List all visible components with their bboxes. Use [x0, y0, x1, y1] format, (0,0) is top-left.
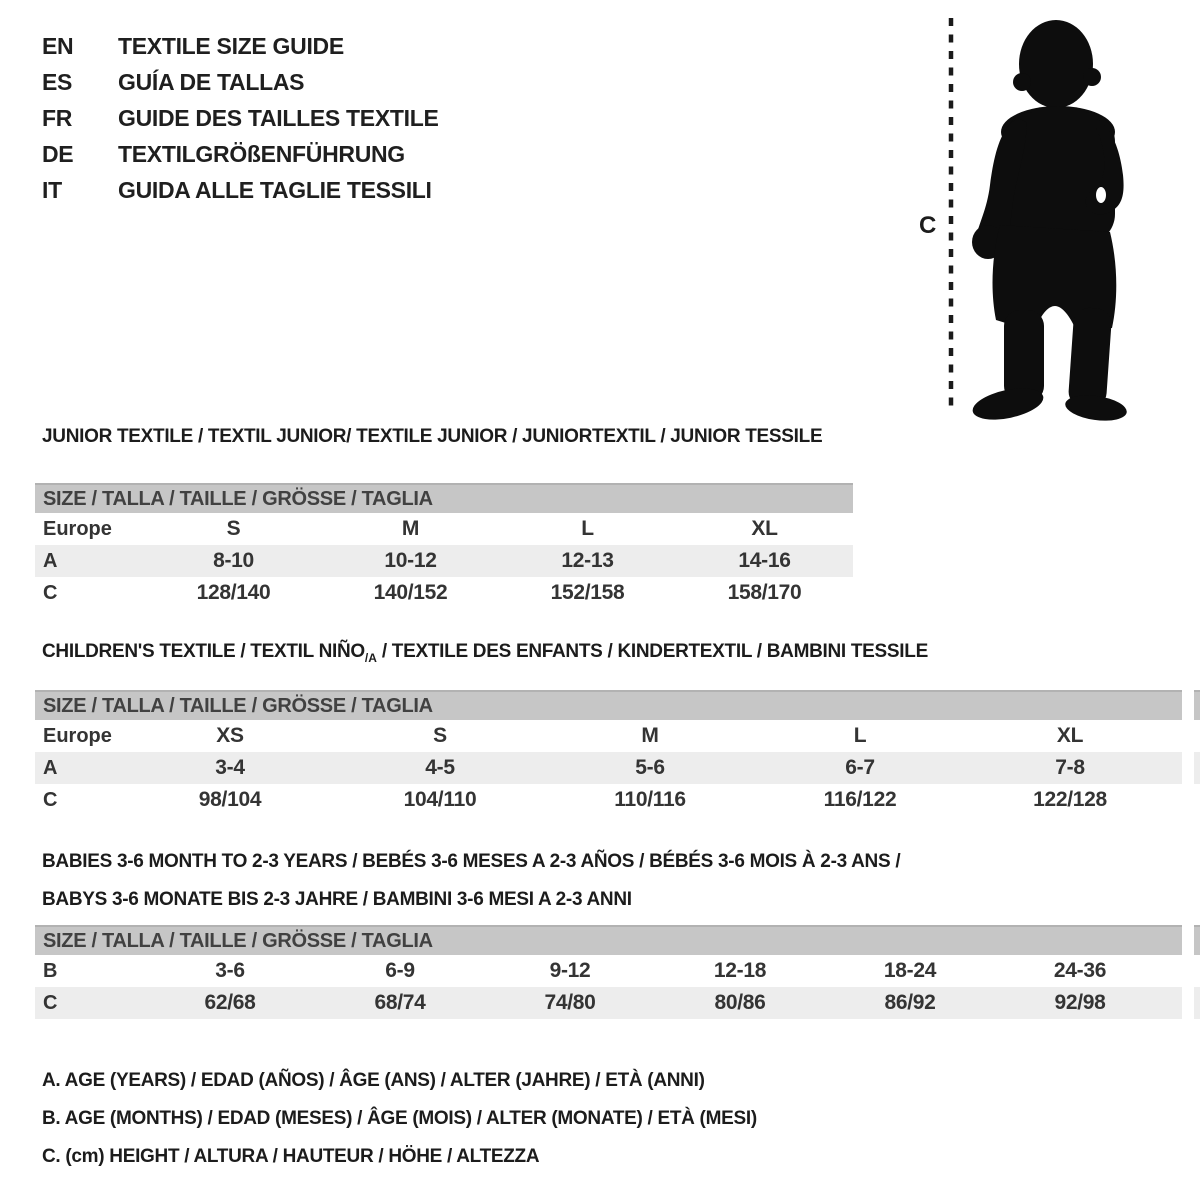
section-title-babies: [42, 843, 900, 919]
row-label: C: [43, 581, 58, 604]
table-edge-gap: [1182, 690, 1194, 816]
table-cell: 5-6: [635, 756, 665, 779]
row-label: A: [43, 756, 58, 779]
table-cell: 158/170: [727, 581, 802, 604]
table-cell: L: [581, 517, 594, 540]
row-label: B: [43, 959, 58, 982]
table-cell: 62/68: [204, 991, 256, 1014]
language-title: TEXTILGRÖßENFÜHRUNG: [118, 140, 405, 167]
table-row: [35, 955, 1200, 987]
language-title: GUIDE DES TAILLES TEXTILE: [118, 104, 439, 131]
row-label: C: [43, 788, 58, 811]
title-text: / TEXTILE DES ENFANTS / KINDERTEXTIL / BAMBINI TESSILE: [376, 641, 928, 662]
table-cell: M: [401, 517, 420, 540]
table-cell: S: [226, 517, 241, 540]
table-row: [35, 720, 1200, 752]
list-item: [42, 136, 439, 172]
language-code: FR: [42, 104, 73, 131]
table-cell: 152/158: [550, 581, 625, 604]
table-cell: XL: [751, 517, 778, 540]
section-title-children: [42, 641, 928, 665]
table-cell: 68/74: [374, 991, 426, 1014]
table-cell: 9-12: [549, 959, 591, 982]
table-cell: 86/92: [884, 991, 936, 1014]
language-code: IT: [42, 176, 62, 203]
table-row: [35, 784, 1200, 816]
section-title-junior: JUNIOR TEXTILE / TEXTIL JUNIOR/ TEXTILE JUNIOR / JUNIORTEXTIL / JUNIOR TESSILE: [42, 426, 823, 447]
table-cell: 6-9: [385, 959, 415, 982]
row-label: Europe: [43, 517, 112, 540]
table-cell: 7-8: [1055, 756, 1085, 779]
list-item: [42, 64, 439, 100]
table-row: [35, 545, 853, 577]
language-title: GUIDA ALLE TAGLIE TESSILI: [118, 176, 432, 203]
children-size-table: [35, 690, 1200, 816]
junior-size-table: [35, 483, 853, 609]
legend-line-a: A. AGE (YEARS) / EDAD (AÑOS) / ÂGE (ANS) / ALTER (JAHRE) / ETÀ (ANNI): [42, 1070, 705, 1091]
table-row: [35, 752, 1200, 784]
table-cell: M: [641, 724, 659, 747]
height-measure-figure: [915, 10, 1150, 422]
table-cell: 18-24: [883, 959, 937, 982]
table-cell: S: [433, 724, 447, 747]
table-edge-gap: [1182, 925, 1194, 1019]
table-cell: L: [853, 724, 867, 747]
list-item: [42, 28, 439, 64]
table-cell: 10-12: [384, 549, 437, 572]
language-code: DE: [42, 140, 74, 167]
table-header: [35, 483, 853, 513]
table-row: [35, 577, 853, 609]
table-cell: 12-18: [713, 959, 767, 982]
table-header: [35, 690, 1200, 720]
table-row: [35, 513, 853, 545]
table-cell: 74/80: [544, 991, 596, 1014]
table-cell: 116/122: [823, 788, 897, 811]
table-header-label: SIZE / TALLA / TAILLE / GRÖSSE / TAGLIA: [43, 929, 433, 952]
table-cell: 12-13: [561, 549, 614, 572]
title-subscript: /A: [364, 651, 377, 665]
table-cell: 4-5: [425, 756, 455, 779]
table-header-label: SIZE / TALLA / TAILLE / GRÖSSE / TAGLIA: [43, 694, 433, 717]
table-cell: 3-4: [215, 756, 245, 779]
table-cell: 80/86: [714, 991, 766, 1014]
language-title-list: [42, 28, 439, 208]
table-header-label: SIZE / TALLA / TAILLE / GRÖSSE / TAGLIA: [43, 487, 433, 510]
babies-size-table: [35, 925, 1200, 1019]
toddler-silhouette-icon: [915, 10, 1150, 422]
language-title: TEXTILE SIZE GUIDE: [118, 32, 344, 59]
table-cell: 128/140: [196, 581, 271, 604]
table-cell: 104/110: [403, 788, 477, 811]
title-line: BABYS 3-6 MONATE BIS 2-3 JAHRE / BAMBINI 3-6 MESI A 2-3 ANNI: [42, 889, 632, 910]
table-cell: 8-10: [213, 549, 254, 572]
table-row: [35, 987, 1200, 1019]
table-cell: 122/128: [1033, 788, 1107, 811]
language-code: EN: [42, 32, 74, 59]
table-cell: XS: [216, 724, 244, 747]
language-title: GUÍA DE TALLAS: [118, 68, 305, 95]
table-cell: 6-7: [845, 756, 875, 779]
legend-line-c: C. (cm) HEIGHT / ALTURA / HAUTEUR / HÖHE / ALTEZZA: [42, 1146, 540, 1167]
list-item: [42, 172, 439, 208]
title-text: CHILDREN'S TEXTILE / TEXTIL NIÑO: [42, 641, 365, 662]
table-header: [35, 925, 1200, 955]
row-label: Europe: [43, 724, 112, 747]
language-code: ES: [42, 68, 73, 95]
table-cell: XL: [1056, 724, 1084, 747]
measure-legend: [42, 1062, 757, 1176]
row-label: C: [43, 991, 58, 1014]
table-cell: 98/104: [198, 788, 262, 811]
table-cell: 24-36: [1053, 959, 1107, 982]
table-cell: 110/116: [614, 788, 686, 811]
table-cell: 3-6: [215, 959, 245, 982]
title-line: BABIES 3-6 MONTH TO 2-3 YEARS / BEBÉS 3-6 MESES A 2-3 AÑOS / BÉBÉS 3-6 MOIS À 2-3 ANS /: [42, 851, 901, 872]
table-cell: 140/152: [373, 581, 448, 604]
row-label: A: [43, 549, 58, 572]
list-item: [42, 100, 439, 136]
height-measure-label: C: [919, 212, 937, 239]
table-cell: 14-16: [738, 549, 791, 572]
legend-line-b: B. AGE (MONTHS) / EDAD (MESES) / ÂGE (MOIS) / ALTER (MONATE) / ETÀ (MESI): [42, 1108, 757, 1129]
table-cell: 92/98: [1054, 991, 1106, 1014]
